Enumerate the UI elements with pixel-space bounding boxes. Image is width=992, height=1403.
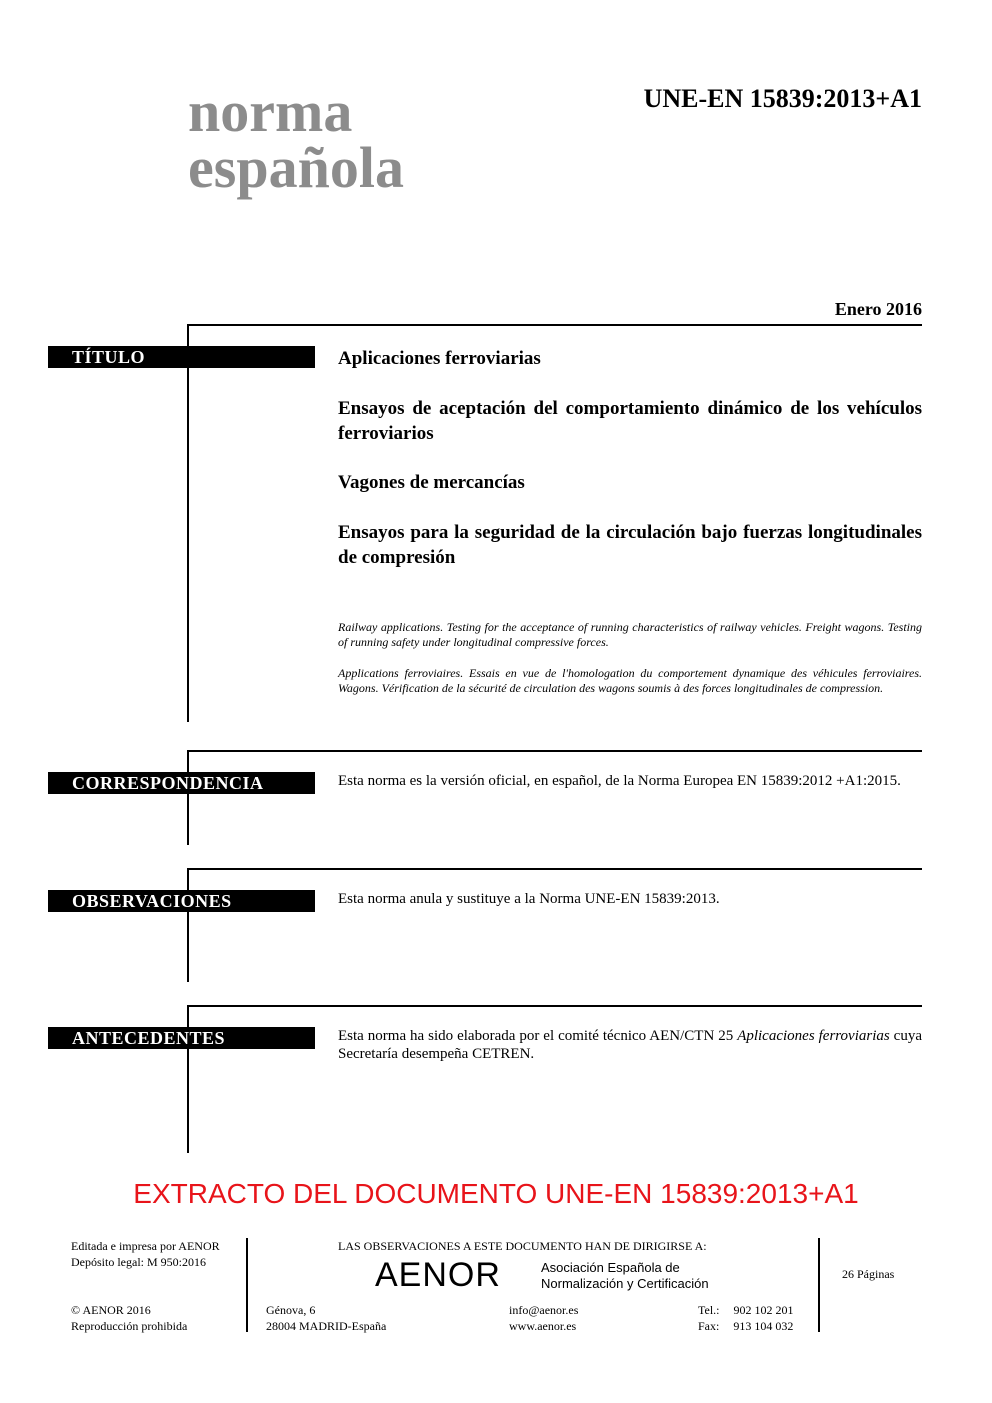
brand-line-2: española — [188, 135, 404, 200]
footer-edited: Editada e impresa por AENOR — [71, 1239, 220, 1253]
brand-line-1: norma — [188, 79, 353, 144]
address-line-1: Génova, 6 — [266, 1303, 316, 1317]
footer-email: info@aenor.es — [509, 1303, 579, 1317]
antecedentes-text-pre: Esta norma ha sido elaborada por el comité técnico AEN/CTN 25 — [338, 1028, 738, 1044]
extract-banner: EXTRACTO DEL DOCUMENTO UNE-EN 15839:2013+A1 — [133, 1178, 859, 1209]
address-line-2: 28004 MADRID-España — [266, 1319, 387, 1333]
title-1: Aplicaciones ferroviarias — [338, 348, 541, 369]
section-vertical-rule — [187, 750, 189, 845]
footer-phone — [698, 1302, 794, 1334]
footer-copyright: © AENOR 2016 — [71, 1303, 151, 1317]
tel-number: 902 102 201 — [733, 1303, 794, 1317]
aenor-association — [541, 1260, 709, 1292]
antecedentes-text-post: cuya Secretaría desempeña CETREN. — [338, 1028, 923, 1062]
footer-address — [266, 1302, 386, 1334]
footer-divider — [818, 1238, 820, 1332]
fax-label: Fax: — [698, 1319, 720, 1333]
antecedentes-text — [338, 1027, 922, 1063]
page-count: 26 Páginas — [842, 1267, 895, 1281]
footer-contact-online — [509, 1302, 578, 1334]
assoc-line-1: Asociación Española de — [541, 1260, 680, 1275]
section-divider — [187, 1005, 922, 1007]
title-english: Railway applications. Testing for the acceptance of running characteristics of railway vehicles. Freight wagons. Testing of running safety under longitudinal compressive forces. — [338, 620, 922, 649]
observaciones-label: OBSERVACIONES — [48, 890, 315, 912]
document-code: UNE-EN 15839:2013+A1 — [643, 84, 922, 113]
section-divider — [187, 324, 922, 326]
observaciones-text: Esta norma anula y sustituye a la Norma UNE-EN 15839:2013. — [338, 891, 720, 907]
correspondencia-text: Esta norma es la versión oficial, en español, de la Norma Europea EN 15839:2012 +A1:2015. — [338, 773, 901, 789]
footer-web: www.aenor.es — [509, 1319, 577, 1333]
footer-divider — [246, 1238, 248, 1332]
antecedentes-label: ANTECEDENTES — [48, 1027, 315, 1049]
publication-date: Enero 2016 — [834, 299, 922, 319]
fax-number: 913 104 032 — [733, 1319, 794, 1333]
antecedentes-committee-name: Aplicaciones ferroviarias — [737, 1028, 890, 1044]
tel-label: Tel.: — [698, 1303, 720, 1317]
footer-deposit: Depósito legal: M 950:2016 — [71, 1255, 206, 1269]
brand-title — [188, 79, 404, 200]
aenor-logo: AENOR — [375, 1256, 501, 1294]
correspondencia-label: CORRESPONDENCIA — [48, 772, 315, 794]
title-3: Vagones de mercancías — [338, 472, 525, 493]
footer-obs-header: LAS OBSERVACIONES A ESTE DOCUMENTO HAN DE DIRIGIRSE A: — [338, 1239, 707, 1253]
footer-edition — [71, 1238, 220, 1270]
section-divider — [187, 868, 922, 870]
title-4: Ensayos para la seguridad de la circulación bajo fuerzas longitudinales de compresión — [338, 522, 922, 568]
section-divider — [187, 750, 922, 752]
titulo-label: TÍTULO — [48, 346, 315, 368]
section-vertical-rule — [187, 324, 189, 722]
assoc-line-2: Normalización y Certificación — [541, 1276, 709, 1291]
section-vertical-rule — [187, 868, 189, 982]
footer-rights — [71, 1302, 187, 1334]
title-2: Ensayos de aceptación del comportamiento dinámico de los vehículos ferroviarios — [338, 398, 922, 444]
title-french: Applications ferroviaires. Essais en vue de l'homologation du comportement dynamique des véhicules ferroviaires. Wagons. Vérification de la sécurité de circulation des wagons soumis à des forces longitudinales de compression. — [338, 666, 922, 695]
footer-reproduction: Reproducción prohibida — [71, 1319, 188, 1333]
